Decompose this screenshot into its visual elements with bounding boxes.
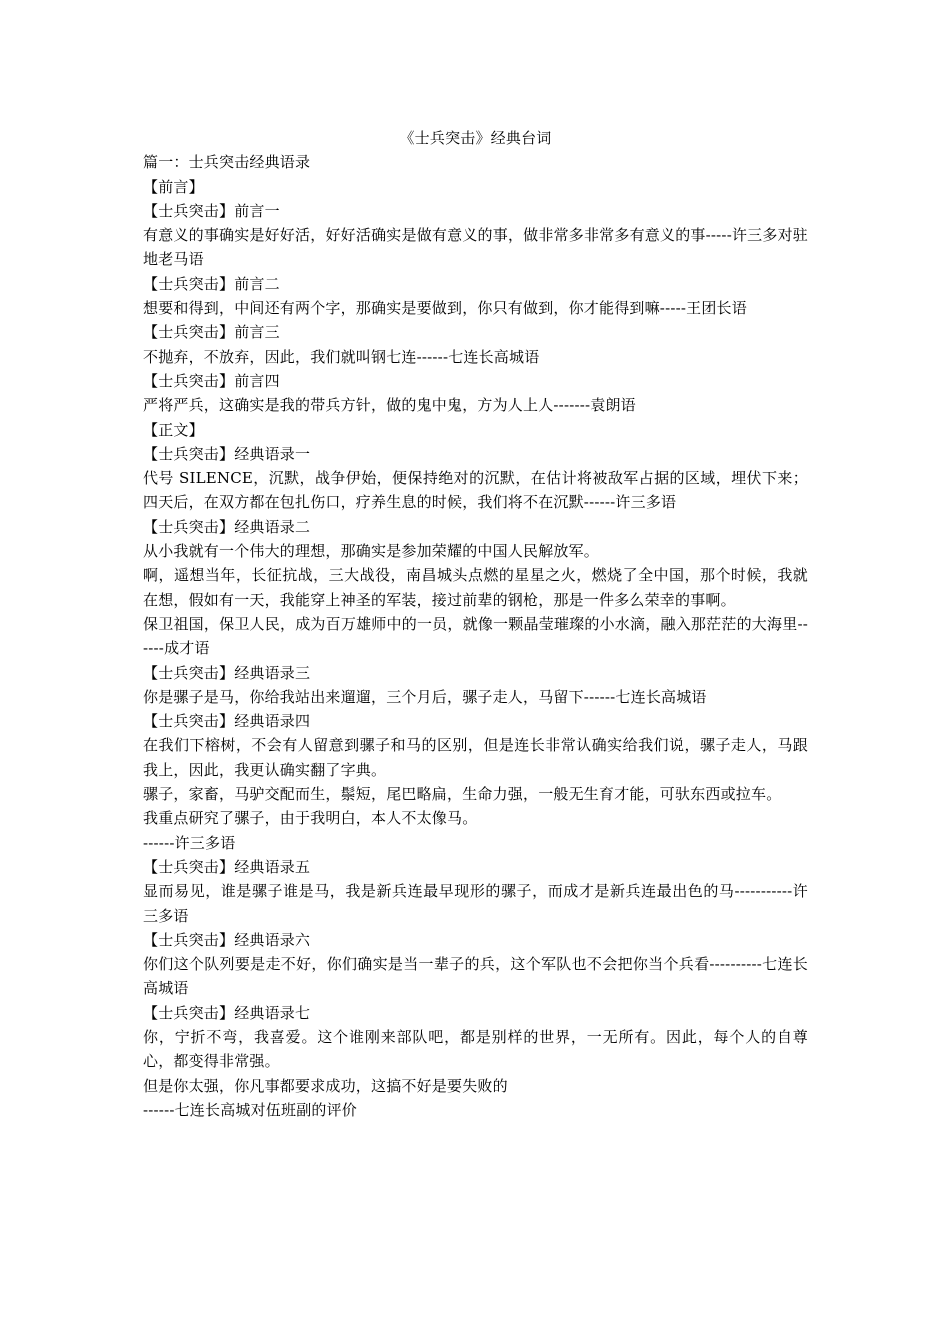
paragraph: 【士兵突击】前言三 [143,323,280,342]
paragraph: 严将严兵，这确实是我的带兵方针，做的鬼中鬼，方为人上人-------袁朗语 [143,396,636,415]
paragraph: 保卫祖国，保卫人民，成为百万雄师中的一员，就像一颗晶莹璀璨的小水滴，融入那茫茫的大海里------成才语 [143,614,808,658]
paragraph: 【士兵突击】经典语录三 [143,663,311,682]
paragraph: 【前言】 [143,177,204,196]
paragraph: 显而易见，谁是骡子谁是马，我是新兵连最早现形的骡子，而成才是新兵连最出色的马-----------许三多语 [143,882,808,925]
paragraph: 【士兵突击】前言二 [143,274,280,293]
paragraph: 你，宁折不弯，我喜爱。这个谁刚来部队吧，都是别样的世界，一无所有。因此，每个人的自尊心，都变得非常强。 [143,1027,808,1071]
paragraph: 【士兵突击】经典语录七 [143,1003,311,1022]
paragraph: 我重点研究了骡子，由于我明白，本人不太像马。 [143,809,478,828]
paragraph: 【士兵突击】经典语录六 [143,930,311,949]
paragraph: 篇一：士兵突击经典语录 [143,153,311,172]
paragraph: 但是你太强，你凡事都要求成功，这搞不好是要失败的 [143,1076,508,1095]
paragraph: 【士兵突击】经典语录一 [143,444,311,463]
paragraph: 有意义的事确实是好好活，好好活确实是做有意义的事，做非常多非常多有意义的事-----许三多对驻地老马语 [143,226,808,269]
paragraph: 啊，遥想当年，长征抗战，三大战役，南昌城头点燃的星星之火，燃烧了全中国，那个时候，我就在想，假如有一天，我能穿上神圣的军装，接过前辈的钢枪，那是一件多么荣幸的事啊。 [143,566,808,609]
paragraph: 不抛弃，不放弃，因此，我们就叫钢七连------七连长高城语 [143,347,540,366]
document-title: 《士兵突击》经典台词 [399,129,552,147]
paragraph: 你们这个队列要是走不好，你们确实是当一辈子的兵，这个军队也不会把你当个兵看----------七连长高城语 [143,955,808,998]
paragraph: 想要和得到，中间还有两个字，那确实是要做到，你只有做到，你才能得到嘛-----王团长语 [143,299,747,318]
paragraph: 【士兵突击】前言一 [143,201,280,220]
paragraph: 骡子，家畜，马驴交配而生，鬃短，尾巴略扁，生命力强，一般无生育才能，可驮东西或拉车。 [143,785,782,804]
paragraph: 【士兵突击】经典语录二 [143,517,311,536]
paragraph: ------许三多语 [143,833,236,852]
paragraph: 【士兵突击】前言四 [143,371,280,390]
document-body [143,126,808,1122]
paragraph: 你是骡子是马，你给我站出来遛遛，三个月后，骡子走人，马留下------七连长高城语 [143,687,707,706]
paragraph: 【士兵突击】经典语录五 [143,857,311,876]
paragraph: 【士兵突击】经典语录四 [143,712,311,731]
paragraph: 【正文】 [143,420,204,439]
paragraph: ------七连长高城对伍班副的评价 [143,1100,358,1119]
paragraph: 从小我就有一个伟大的理想，那确实是参加荣耀的中国人民解放军。 [143,542,600,561]
paragraph: 代号 SILENCE，沉默，战争伊始，便保持绝对的沉默，在估计将被敌军占据的区域，埋伏下来；四天后，在双方都在包扎伤口，疗养生息的时候，我们将不在沉默------许三多语 [143,469,808,512]
paragraph: 在我们下榕树，不会有人留意到骡子和马的区别，但是连长非常认确实给我们说，骡子走人，马跟我上，因此，我更认确实翻了字典。 [143,736,808,779]
